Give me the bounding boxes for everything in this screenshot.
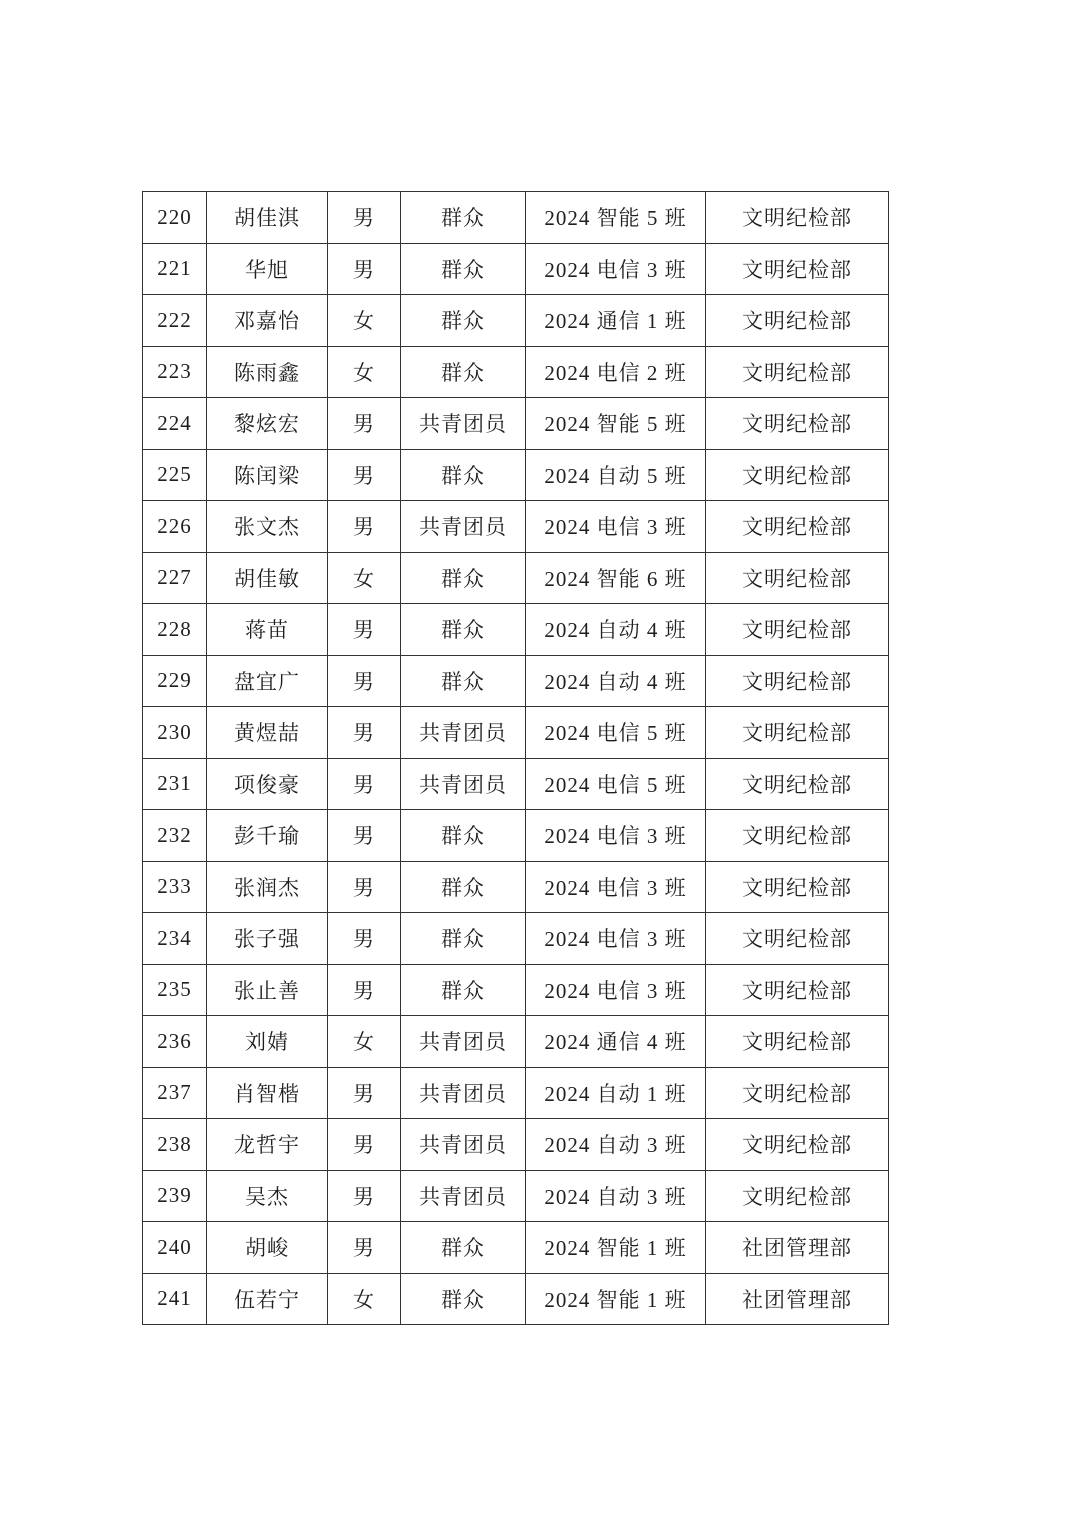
department-cell: 文明纪检部: [706, 655, 889, 707]
name-cell: 张文杰: [207, 501, 328, 553]
class-cell: 2024 电信 5 班: [526, 707, 706, 759]
political-status-cell: 共青团员: [401, 501, 526, 553]
department-cell: 文明纪检部: [706, 1170, 889, 1222]
row-number-cell: 239: [143, 1170, 207, 1222]
class-cell: 2024 自动 3 班: [526, 1119, 706, 1171]
gender-cell: 男: [328, 1067, 401, 1119]
table-row: [143, 1067, 889, 1119]
name-cell: 胡佳敏: [207, 552, 328, 604]
gender-cell: 男: [328, 1119, 401, 1171]
table-row: [143, 1222, 889, 1274]
class-cell: 2024 电信 2 班: [526, 346, 706, 398]
roster-table-body: [143, 192, 889, 1325]
class-cell: 2024 智能 1 班: [526, 1273, 706, 1325]
gender-cell: 男: [328, 243, 401, 295]
department-cell: 社团管理部: [706, 1273, 889, 1325]
class-cell: 2024 电信 3 班: [526, 913, 706, 965]
political-status-cell: 群众: [401, 1273, 526, 1325]
gender-cell: 女: [328, 1273, 401, 1325]
row-number-cell: 241: [143, 1273, 207, 1325]
department-cell: 文明纪检部: [706, 964, 889, 1016]
name-cell: 张子强: [207, 913, 328, 965]
table-row: [143, 604, 889, 656]
political-status-cell: 群众: [401, 346, 526, 398]
table-row: [143, 398, 889, 450]
name-cell: 黎炫宏: [207, 398, 328, 450]
row-number-cell: 236: [143, 1016, 207, 1068]
political-status-cell: 群众: [401, 604, 526, 656]
political-status-cell: 群众: [401, 861, 526, 913]
department-cell: 文明纪检部: [706, 758, 889, 810]
row-number-cell: 240: [143, 1222, 207, 1274]
political-status-cell: 群众: [401, 655, 526, 707]
table-row: [143, 1170, 889, 1222]
class-cell: 2024 智能 6 班: [526, 552, 706, 604]
political-status-cell: 群众: [401, 243, 526, 295]
political-status-cell: 共青团员: [401, 398, 526, 450]
gender-cell: 男: [328, 1222, 401, 1274]
name-cell: 邓嘉怡: [207, 295, 328, 347]
political-status-cell: 群众: [401, 449, 526, 501]
class-cell: 2024 电信 3 班: [526, 501, 706, 553]
class-cell: 2024 智能 5 班: [526, 398, 706, 450]
table-row: [143, 758, 889, 810]
department-cell: 文明纪检部: [706, 346, 889, 398]
row-number-cell: 237: [143, 1067, 207, 1119]
row-number-cell: 229: [143, 655, 207, 707]
gender-cell: 男: [328, 810, 401, 862]
department-cell: 文明纪检部: [706, 1119, 889, 1171]
row-number-cell: 224: [143, 398, 207, 450]
political-status-cell: 共青团员: [401, 1119, 526, 1171]
political-status-cell: 群众: [401, 552, 526, 604]
department-cell: 文明纪检部: [706, 1067, 889, 1119]
row-number-cell: 228: [143, 604, 207, 656]
gender-cell: 男: [328, 707, 401, 759]
class-cell: 2024 智能 5 班: [526, 192, 706, 244]
political-status-cell: 共青团员: [401, 758, 526, 810]
name-cell: 张润杰: [207, 861, 328, 913]
gender-cell: 女: [328, 1016, 401, 1068]
roster-table: [142, 191, 889, 1325]
table-row: [143, 501, 889, 553]
political-status-cell: 共青团员: [401, 1016, 526, 1068]
class-cell: 2024 电信 3 班: [526, 861, 706, 913]
table-row: [143, 243, 889, 295]
class-cell: 2024 电信 3 班: [526, 810, 706, 862]
row-number-cell: 220: [143, 192, 207, 244]
row-number-cell: 232: [143, 810, 207, 862]
table-row: [143, 346, 889, 398]
name-cell: 胡佳淇: [207, 192, 328, 244]
gender-cell: 男: [328, 913, 401, 965]
department-cell: 文明纪检部: [706, 501, 889, 553]
gender-cell: 男: [328, 655, 401, 707]
class-cell: 2024 自动 3 班: [526, 1170, 706, 1222]
department-cell: 文明纪检部: [706, 243, 889, 295]
row-number-cell: 226: [143, 501, 207, 553]
name-cell: 华旭: [207, 243, 328, 295]
department-cell: 文明纪检部: [706, 604, 889, 656]
class-cell: 2024 自动 4 班: [526, 655, 706, 707]
department-cell: 文明纪检部: [706, 913, 889, 965]
table-row: [143, 295, 889, 347]
name-cell: 吴杰: [207, 1170, 328, 1222]
table-row: [143, 552, 889, 604]
name-cell: 陈雨鑫: [207, 346, 328, 398]
name-cell: 黄煜喆: [207, 707, 328, 759]
table-row: [143, 1119, 889, 1171]
political-status-cell: 共青团员: [401, 1170, 526, 1222]
department-cell: 文明纪检部: [706, 552, 889, 604]
row-number-cell: 225: [143, 449, 207, 501]
row-number-cell: 235: [143, 964, 207, 1016]
row-number-cell: 222: [143, 295, 207, 347]
class-cell: 2024 电信 5 班: [526, 758, 706, 810]
political-status-cell: 群众: [401, 913, 526, 965]
name-cell: 项俊豪: [207, 758, 328, 810]
table-row: [143, 192, 889, 244]
political-status-cell: 群众: [401, 295, 526, 347]
name-cell: 龙哲宇: [207, 1119, 328, 1171]
gender-cell: 男: [328, 1170, 401, 1222]
row-number-cell: 221: [143, 243, 207, 295]
name-cell: 张止善: [207, 964, 328, 1016]
name-cell: 刘婧: [207, 1016, 328, 1068]
class-cell: 2024 通信 4 班: [526, 1016, 706, 1068]
table-row: [143, 655, 889, 707]
row-number-cell: 238: [143, 1119, 207, 1171]
row-number-cell: 231: [143, 758, 207, 810]
row-number-cell: 230: [143, 707, 207, 759]
political-status-cell: 群众: [401, 1222, 526, 1274]
political-status-cell: 群众: [401, 192, 526, 244]
gender-cell: 男: [328, 604, 401, 656]
class-cell: 2024 通信 1 班: [526, 295, 706, 347]
department-cell: 文明纪检部: [706, 192, 889, 244]
name-cell: 盘宜广: [207, 655, 328, 707]
department-cell: 文明纪检部: [706, 449, 889, 501]
row-number-cell: 234: [143, 913, 207, 965]
name-cell: 肖智楷: [207, 1067, 328, 1119]
table-row: [143, 1273, 889, 1325]
table-row: [143, 1016, 889, 1068]
department-cell: 文明纪检部: [706, 1016, 889, 1068]
table-row: [143, 707, 889, 759]
table-row: [143, 861, 889, 913]
name-cell: 蒋苗: [207, 604, 328, 656]
gender-cell: 女: [328, 346, 401, 398]
gender-cell: 男: [328, 398, 401, 450]
department-cell: 文明纪检部: [706, 398, 889, 450]
class-cell: 2024 电信 3 班: [526, 243, 706, 295]
gender-cell: 男: [328, 501, 401, 553]
name-cell: 伍若宁: [207, 1273, 328, 1325]
gender-cell: 男: [328, 449, 401, 501]
table-row: [143, 810, 889, 862]
row-number-cell: 233: [143, 861, 207, 913]
gender-cell: 男: [328, 192, 401, 244]
political-status-cell: 群众: [401, 964, 526, 1016]
department-cell: 文明纪检部: [706, 707, 889, 759]
political-status-cell: 群众: [401, 810, 526, 862]
department-cell: 文明纪检部: [706, 295, 889, 347]
name-cell: 彭千瑜: [207, 810, 328, 862]
gender-cell: 男: [328, 964, 401, 1016]
class-cell: 2024 自动 4 班: [526, 604, 706, 656]
department-cell: 文明纪检部: [706, 861, 889, 913]
table-row: [143, 449, 889, 501]
class-cell: 2024 电信 3 班: [526, 964, 706, 1016]
gender-cell: 女: [328, 295, 401, 347]
gender-cell: 男: [328, 861, 401, 913]
gender-cell: 男: [328, 758, 401, 810]
gender-cell: 女: [328, 552, 401, 604]
department-cell: 社团管理部: [706, 1222, 889, 1274]
name-cell: 胡峻: [207, 1222, 328, 1274]
table-row: [143, 913, 889, 965]
row-number-cell: 223: [143, 346, 207, 398]
class-cell: 2024 自动 5 班: [526, 449, 706, 501]
political-status-cell: 共青团员: [401, 1067, 526, 1119]
class-cell: 2024 智能 1 班: [526, 1222, 706, 1274]
table-row: [143, 964, 889, 1016]
row-number-cell: 227: [143, 552, 207, 604]
name-cell: 陈闰梁: [207, 449, 328, 501]
department-cell: 文明纪检部: [706, 810, 889, 862]
political-status-cell: 共青团员: [401, 707, 526, 759]
class-cell: 2024 自动 1 班: [526, 1067, 706, 1119]
